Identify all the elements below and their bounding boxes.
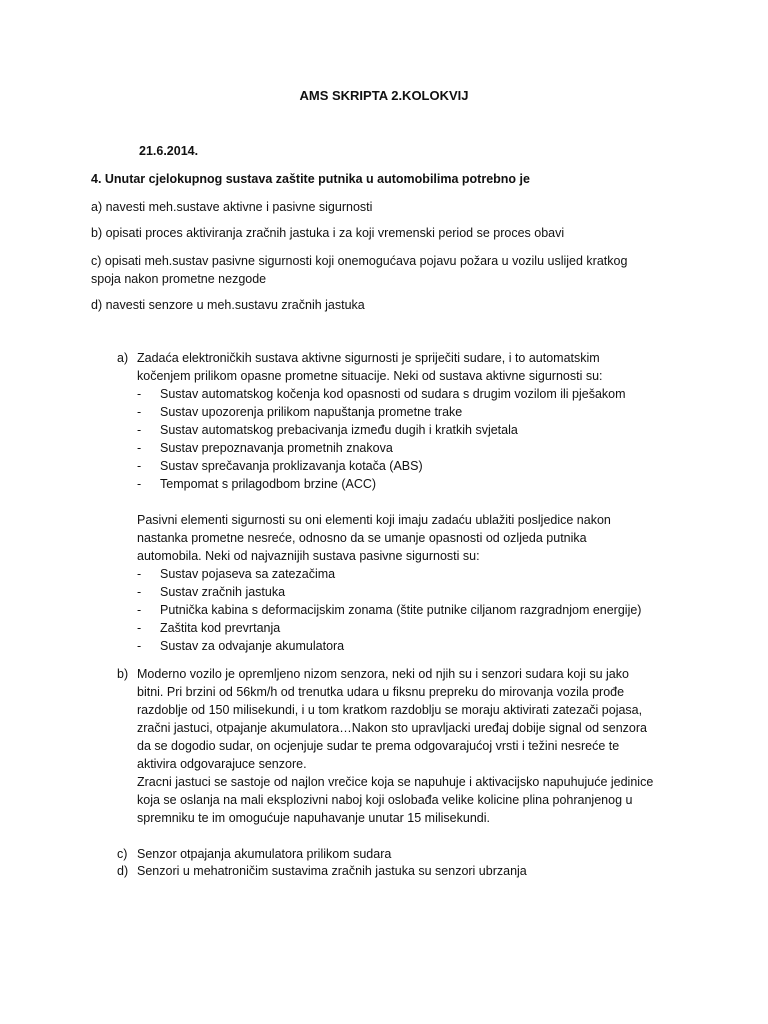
answer-b-line: aktivira odgovarajuce senzore.	[137, 757, 307, 771]
answer-c-marker: c)	[117, 847, 128, 861]
answer-b-line: spremniku te im omogućuje napuhavanje unutar 15 milisekundi.	[137, 811, 490, 825]
answer-c-text: Senzor otpajanja akumulatora prilikom sudara	[137, 847, 392, 861]
answer-b-line: Moderno vozilo je opremljeno nizom senzora, neki od njih su i senzori sudara koji su jako	[137, 667, 629, 681]
answer-b-marker: b)	[117, 667, 129, 681]
question-part-c	[91, 252, 691, 288]
answer-d-marker: d)	[117, 864, 129, 878]
answer-b	[117, 665, 677, 827]
passive-intro-line: Pasivni elementi sigurnosti su oni elementi koji imaju zadaću ublažiti posljedice nakon	[137, 513, 611, 527]
list-item: - Sustav upozorenja prilikom napuštanja prometne trake	[137, 405, 463, 419]
list-item: - Sustav prepoznavanja prometnih znakova	[137, 441, 393, 455]
answer-b-line: koja se oslanja na mali eksplozivni naboj koji oslobađa velike kolicine plina pohranjenog u	[137, 793, 633, 807]
question-part-d: d) navesti senzore u meh.sustavu zračnih jastuka	[91, 298, 365, 312]
list-item: - Sustav automatskog prebacivanja između dugih i kratkih svjetala	[137, 423, 518, 437]
answer-a	[117, 349, 677, 655]
document-title: AMS SKRIPTA 2.KOLOKVIJ	[299, 88, 469, 103]
passive-intro-line: automobila. Neki od najvaznijih sustava pasivne sigurnosti su:	[137, 549, 480, 563]
list-item: - Sustav sprečavanja proklizavanja kotača (ABS)	[137, 459, 423, 473]
answer-c	[117, 845, 677, 863]
question-part-c-line-2: spoja nakon prometne nezgode	[91, 272, 267, 286]
answer-b-line: da se dogodio sudar, on ocjenjuje sudar te prema odgovarajućoj vrsti i težini nesreće te	[137, 739, 620, 753]
answer-b-line: zračni jastuci, otpajanje akumulatora…Nakon sto upravljacki uređaj dobije signal od senzora	[137, 721, 648, 735]
answer-b-line: bitni. Pri brzini od 56km/h od trenutka udara u fiksnu prepreku do mirovanja vozila prođe	[137, 685, 625, 699]
question-part-c-line-1: c) opisati meh.sustav pasivne sigurnosti koji onemogućava pojavu požara u vozilu uslijed kratkog	[91, 254, 628, 268]
answer-d	[117, 862, 677, 880]
list-item: - Sustav za odvajanje akumulatora	[137, 639, 345, 653]
list-item: - Putnička kabina s deformacijskim zonama (štite putnike ciljanom razgradnjom energije)	[137, 603, 642, 617]
answer-a-marker: a)	[117, 351, 129, 365]
active-safety-list	[137, 385, 677, 493]
question-heading: 4. Unutar cjelokupnog sustava zaštite putnika u automobilima potrebno je	[91, 172, 530, 186]
list-item: - Sustav automatskog kočenja kod opasnosti od sudara s drugim vozilom ili pješakom	[137, 387, 626, 401]
list-item: - Tempomat s prilagodbom brzine (ACC)	[137, 477, 377, 491]
answer-b-line: razdoblje od 150 milisekundi, i u tom kratkom razdoblju se moraju aktivirati zatezači pojasa,	[137, 703, 643, 717]
list-item: - Sustav pojaseva sa zatezačima	[137, 567, 336, 581]
question-part-a: a) navesti meh.sustave aktivne i pasivne sigurnosti	[91, 200, 373, 214]
answer-d-text: Senzori u mehatroničim sustavima zračnih jastuka su senzori ubrzanja	[137, 864, 527, 878]
passive-safety-list	[137, 565, 677, 655]
list-item: - Zaštita kod prevrtanja	[137, 621, 281, 635]
list-item: - Sustav zračnih jastuka	[137, 585, 286, 599]
document-date: 21.6.2014.	[139, 144, 199, 158]
answer-a-intro-line: Zadaća elektroničkih sustava aktivne sigurnosti je spriječiti sudare, i to automatskim	[137, 351, 600, 365]
question-part-b: b) opisati proces aktiviranja zračnih jastuka i za koji vremenski period se proces obavi	[91, 226, 565, 240]
passive-intro-line: nastanka prometne nesreće, odnosno da se umanje opasnosti od ozljeda putnika	[137, 531, 587, 545]
answer-a-intro-line: kočenjem prilikom opasne prometne situacije. Neki od sustava aktivne sigurnosti su:	[137, 369, 603, 383]
answer-b-line: Zracni jastuci se sastoje od najlon vrečice koja se napuhuje i aktivacijsko napuhujuće jedinice	[137, 775, 654, 789]
